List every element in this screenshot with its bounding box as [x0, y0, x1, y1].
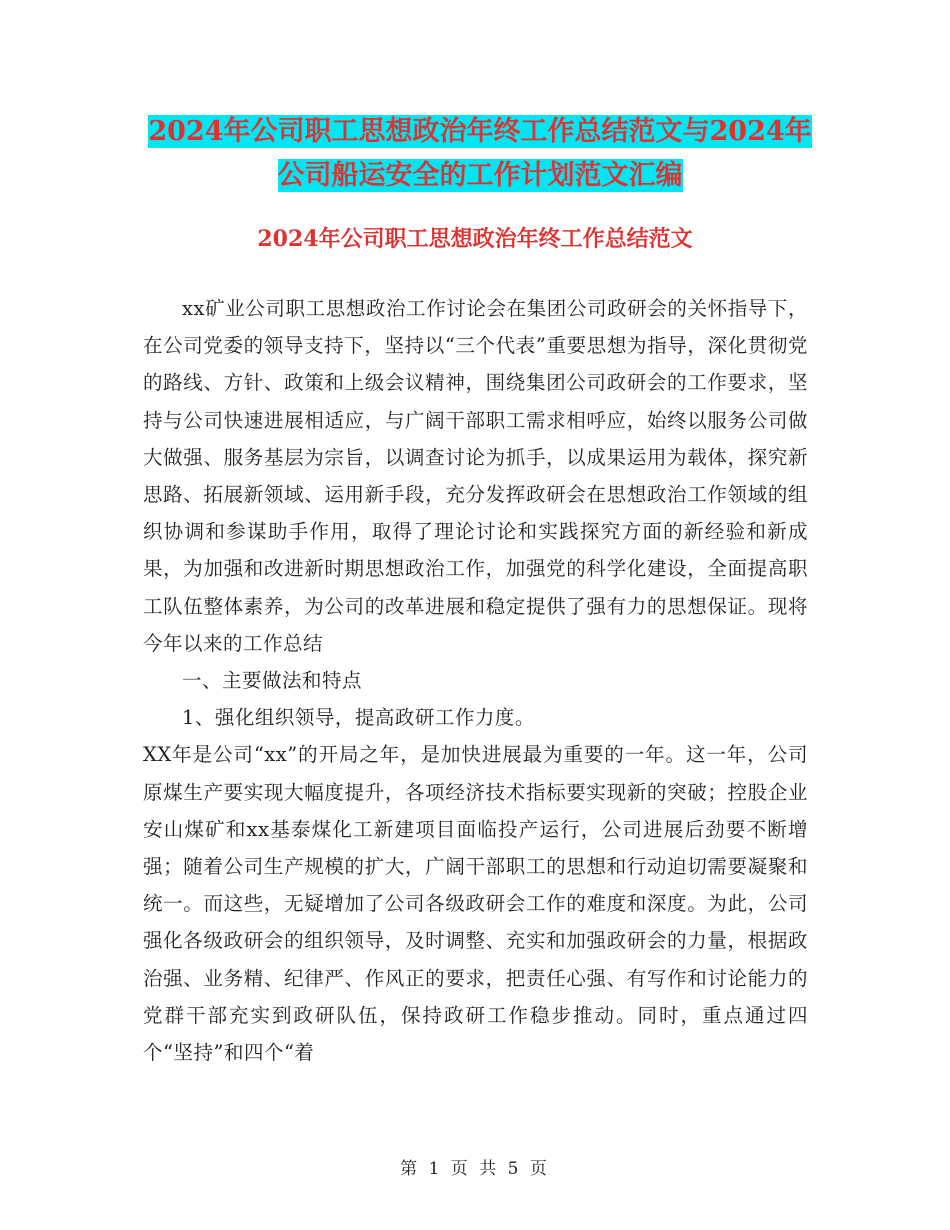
section-title: 2024年公司职工思想政治年终工作总结范文	[257, 226, 693, 252]
subheading-organization: 1、强化组织领导，提高政研工作力度。	[182, 706, 535, 730]
document-body	[143, 290, 808, 1071]
paragraph-intro: xx矿业公司职工思想政治工作讨论会在集团公司政研会的关怀指导下，在公司党委的领导支持下，坚持以“三个代表”重要思想为指导，深化贯彻党的路线、方针、政策和上级会议精神，围绕集团公司政研会的工作要求，坚持与公司快速进展相适应，与广阔干部职工需求相呼应，始终以服务公司做大做强、服务基层为宗旨，以调查讨论为抓手，以成果运用为载体，探究新思路、拓展新领域、运用新手段，充分发挥政研会在思想政治工作领域的组织协调和参谋助手作用，取得了理论讨论和实践探究方面的新经验和新成果，为加强和改进新时期思想政治工作，加强党的科学化建设，全面提高职工队伍整体素养，为公司的改革进展和稳定提供了强有力的思想保证。现将今年以来的工作总结	[143, 297, 808, 655]
document-title	[140, 110, 820, 198]
paragraph-organization: XX年是公司“xx”的开局之年，是加快进展最为重要的一年。这一年，公司原煤生产要实现大幅度提升，各项经济技术指标要实现新的突破；控股企业安山煤矿和xx基泰煤化工新建项目面临投产运行，公司进展后劲要不断增强；随着公司生产规模的扩大，广阔干部职工的思想和行动迫切需要凝聚和统一。而这些，无疑增加了公司各级政研会工作的难度和深度。为此，公司强化各级政研会的组织领导，及时调整、充实和加强政研会的力量，根据政治强、业务精、纪律严、作风正的要求，把责任心强、有写作和讨论能力的党群干部充实到政研队伍，保持政研工作稳步推动。同时，重点通过四个“坚持”和四个“着	[143, 743, 808, 1065]
document-title-text: 2024年公司职工思想政治年终工作总结范文与2024年公司船运安全的工作计划范文汇编	[148, 116, 812, 191]
page-number-footer: 第 1 页 共 5 页	[400, 1159, 550, 1179]
heading-main-practices: 一、主要做法和特点	[182, 669, 363, 693]
